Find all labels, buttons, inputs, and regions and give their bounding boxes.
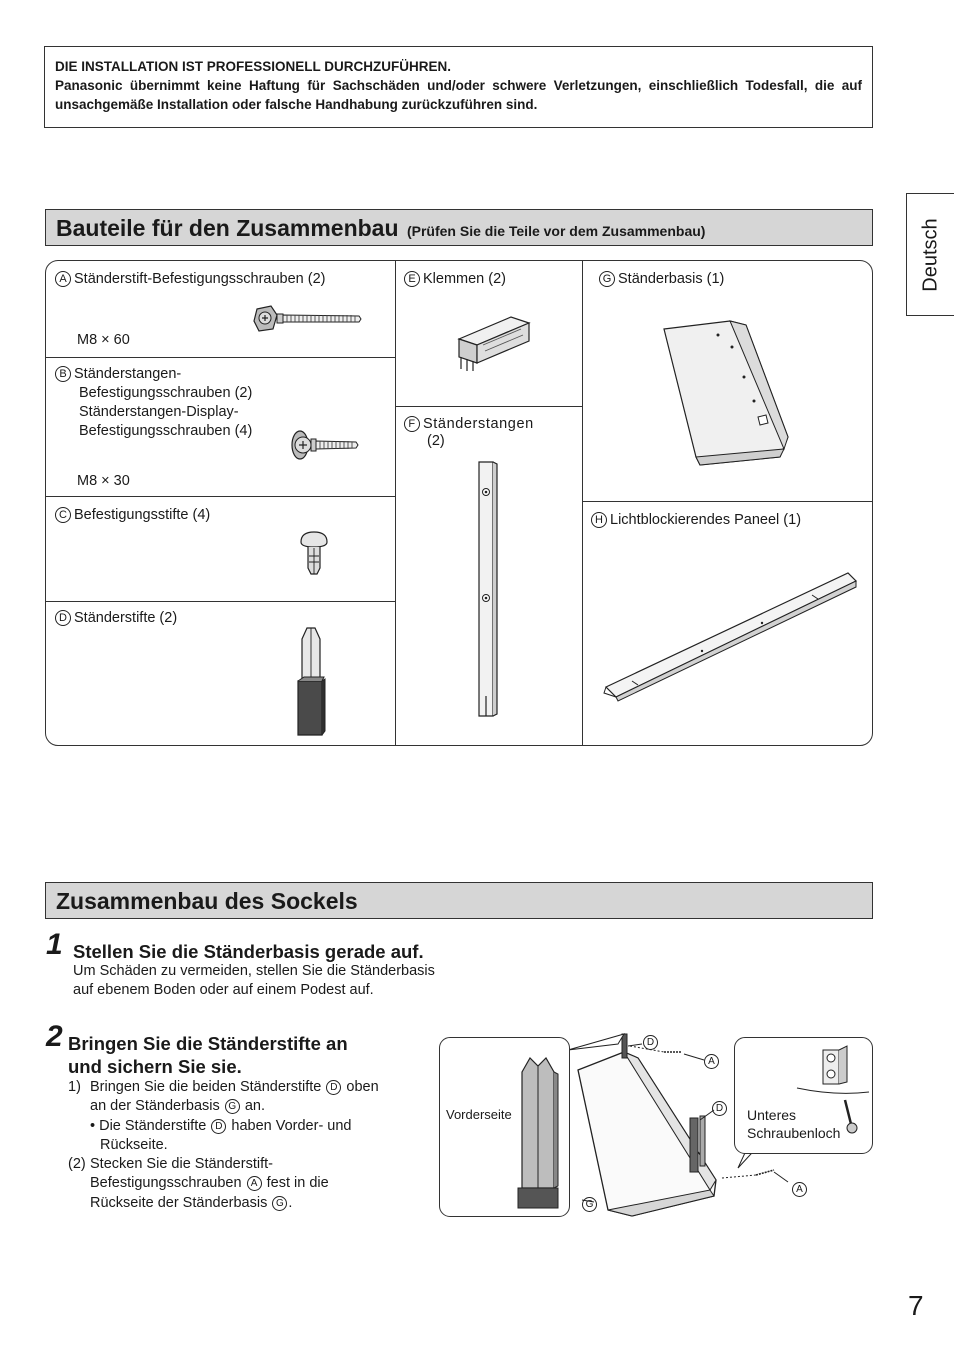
front-side-inset: [439, 1037, 570, 1217]
part-a-spec: M8 × 60: [77, 332, 130, 348]
screw-hole-inset: [734, 1037, 873, 1154]
step-1-text-1: Um Schäden zu vermeiden, stellen Sie die Ständerbasis: [73, 963, 435, 979]
part-b-name-4: Befestigungsschrauben (4): [79, 423, 253, 439]
part-f-cell: [395, 406, 582, 746]
part-h-letter: H: [591, 512, 607, 528]
part-g-letter: G: [599, 271, 615, 287]
step-2-bullet-line-2: Rückseite.: [100, 1137, 168, 1153]
callout-a-bottom: A: [792, 1182, 807, 1197]
step-2-item-2-line-3: Rückseite der Ständerbasis G .: [90, 1195, 293, 1211]
parts-section-header: [45, 209, 873, 246]
callout-d-top: D: [643, 1035, 658, 1050]
part-h-name: Lichtblockierendes Paneel (1): [610, 512, 802, 528]
screw-hole-detail: [795, 1042, 871, 1134]
callout-g: G: [582, 1197, 597, 1212]
stand-pin-front-icon: [516, 1052, 566, 1212]
step-1-number: 1: [46, 928, 63, 961]
step-2-title-1: Bringen Sie die Ständerstifte an: [68, 1033, 348, 1054]
part-c-cell: [46, 496, 395, 601]
step-2-item-2-number: (2): [68, 1156, 86, 1172]
part-g-cell: [582, 261, 873, 501]
part-d-cell: [46, 601, 395, 746]
warning-box: [44, 46, 873, 128]
part-a-name: Ständerstift-Befestigungsschrauben (2): [74, 271, 326, 287]
part-e-cell: [395, 261, 582, 406]
letter-g: G: [272, 1196, 287, 1211]
warning-text: Panasonic übernimmt keine Haftung für Sachschäden und/oder schwere Verletzungen, einschließlich Todesfall, die auf unsachgemäße Installation oder falsche Handhabung zurückzuführen sind.: [55, 78, 862, 112]
part-a-cell: [46, 261, 395, 357]
step-1-title: Stellen Sie die Ständerbasis gerade auf.: [73, 941, 424, 962]
part-b-cell: [46, 357, 395, 496]
part-b-name-3: Ständerstangen-Display-: [79, 404, 239, 420]
callout-a-top: A: [704, 1054, 719, 1069]
stand-base-icon: [658, 317, 798, 469]
clamp-icon: [449, 311, 535, 373]
part-c-letter: C: [55, 507, 71, 523]
letter-a: A: [247, 1176, 262, 1191]
part-b-name-1: Ständerstangen-: [74, 366, 182, 382]
page-number: 7: [908, 1290, 924, 1321]
assembly-section-title: Zusammenbau des Sockels: [56, 888, 358, 914]
part-c-name: Befestigungsstifte (4): [74, 507, 211, 523]
part-f-letter: F: [404, 416, 420, 432]
language-tab: [906, 193, 954, 316]
long-screw-icon: [253, 305, 363, 333]
part-d-name: Ständerstifte (2): [74, 610, 178, 626]
assembly-section-header: [45, 882, 873, 919]
step-2-number: 2: [46, 1020, 63, 1053]
part-f-name-2: (2): [427, 433, 445, 449]
part-e-name: Klemmen (2): [423, 271, 506, 287]
hole-label-1: Unteres: [747, 1107, 797, 1123]
language-tab-label: Deutsch: [919, 217, 941, 292]
step-2-bullet-line-1: • Die Ständerstifte D haben Vorder- und: [90, 1118, 352, 1134]
stand-pin-icon: [294, 625, 328, 737]
step-2-item-1-line-2: an der Ständerbasis G an.: [90, 1098, 266, 1114]
letter-d: D: [326, 1080, 341, 1095]
part-b-letter: B: [55, 366, 71, 382]
part-h-cell: [582, 501, 873, 746]
step-2-title-2: und sichern Sie sie.: [68, 1056, 242, 1077]
part-e-letter: E: [404, 271, 420, 287]
letter-g: G: [225, 1099, 240, 1114]
step-1-text-2: auf ebenem Boden oder auf einem Podest auf.: [73, 982, 374, 998]
step-2-item-1-line-1: Bringen Sie die beiden Ständerstifte D oben: [90, 1079, 379, 1095]
part-b-spec: M8 × 30: [77, 473, 130, 489]
parts-section-subtitle: (Prüfen Sie die Teile vor dem Zusammenbau): [406, 223, 706, 239]
parts-section-title: Bauteile für den Zusammenbau: [56, 215, 399, 241]
light-blocking-panel-icon: [602, 569, 862, 709]
step-2-item-2-line-1: Stecken Sie die Ständerstift-: [90, 1156, 273, 1172]
assembly-figure: [438, 1030, 874, 1220]
part-a-letter: A: [55, 271, 71, 287]
callout-d-right: D: [712, 1101, 727, 1116]
letter-d: D: [211, 1119, 226, 1134]
step-2-item-1-number: 1): [68, 1079, 81, 1095]
warning-heading: DIE INSTALLATION IST PROFESSIONELL DURCHZUFÜHREN.: [55, 59, 452, 74]
part-g-name: Ständerbasis (1): [618, 271, 725, 287]
stand-pole-icon: [475, 460, 501, 720]
part-d-letter: D: [55, 610, 71, 626]
parts-table: [45, 260, 873, 746]
hole-label-2: Schraubenloch: [747, 1125, 841, 1141]
short-screw-icon: [290, 429, 360, 461]
step-2-item-2-line-2: Befestigungsschrauben A fest in die: [90, 1175, 329, 1191]
part-f-name-1: Ständerstangen: [423, 416, 534, 432]
front-side-label: Vorderseite: [446, 1107, 512, 1122]
part-b-name-2: Befestigungsschrauben (2): [79, 385, 253, 401]
fixing-pin-icon: [298, 530, 330, 578]
